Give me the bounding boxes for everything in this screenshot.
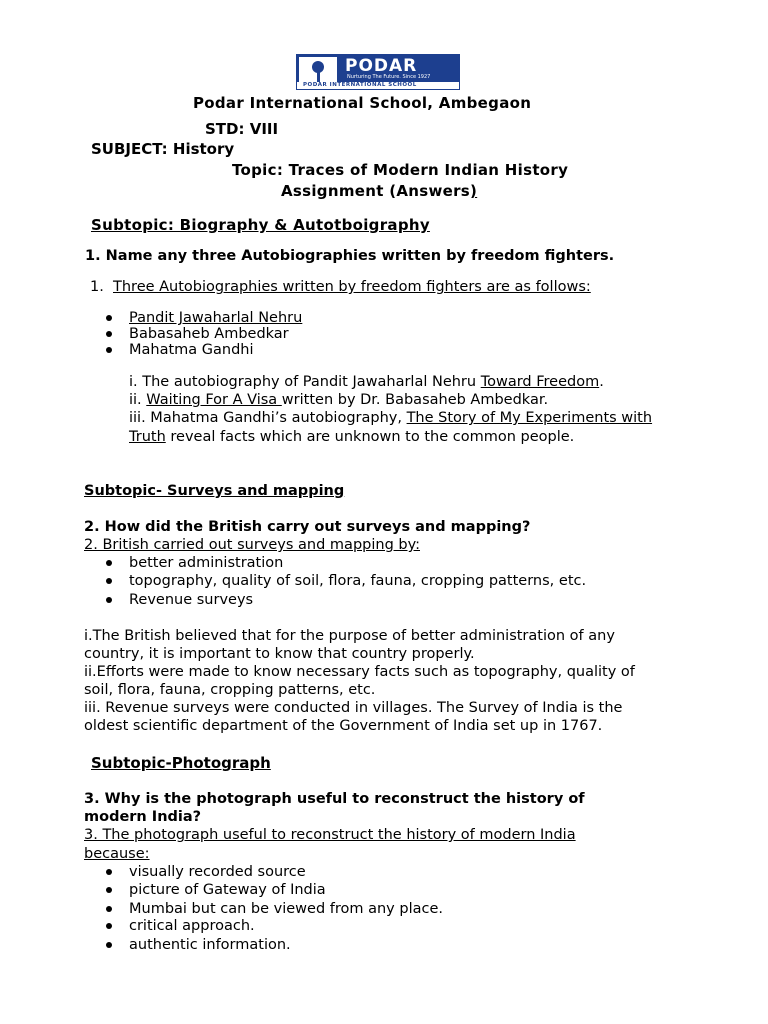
detail-line-1: i. The autobiography of Pandit Jawaharlal Nehru Toward Freedom.	[129, 374, 604, 390]
bullet-icon	[106, 906, 112, 912]
logo-tagline: Nurturing The Future. Since 1927	[347, 74, 431, 80]
answer-1-intro: Three Autobiographies written by freedom fighters are as follows:	[113, 279, 591, 295]
answer-3-line-2: because:	[84, 846, 150, 862]
paragraph-line: country, it is important to know that country properly.	[84, 646, 475, 662]
bullet-icon	[106, 887, 112, 893]
subtopic-photograph: Subtopic-Photograph	[91, 754, 271, 772]
paragraph-line: soil, flora, fauna, cropping patterns, etc.	[84, 682, 376, 698]
bullet-icon	[106, 923, 112, 929]
paragraph-line: ii.Efforts were made to know necessary facts such as topography, quality of	[84, 664, 635, 680]
subject-label: SUBJECT: History	[91, 140, 235, 158]
question-3-line-1: 3. Why is the photograph useful to reconstruct the history of	[84, 791, 585, 807]
list-item: Revenue surveys	[129, 592, 254, 608]
list-item: Babasaheb Ambedkar	[129, 326, 289, 342]
list-item: critical approach.	[129, 918, 255, 934]
subtopic-surveys: Subtopic- Surveys and mapping	[84, 483, 345, 499]
answer-3-line-1: 3. The photograph useful to reconstruct the history of modern India	[84, 827, 576, 843]
list-item: Mahatma Gandhi	[129, 342, 254, 358]
bullet-icon	[106, 597, 112, 603]
school-name: Podar International School, Ambegaon	[193, 94, 532, 112]
paragraph-line: iii. Revenue surveys were conducted in villages. The Survey of India is the	[84, 700, 623, 716]
detail-line-3: iii. Mahatma Gandhi’s autobiography, The Story of My Experiments with	[129, 410, 653, 426]
paragraph-line: i.The British believed that for the purpose of better administration of any	[84, 628, 615, 644]
answer-2-intro: 2. British carried out surveys and mapping by:	[84, 537, 420, 553]
bullet-icon	[106, 578, 112, 584]
question-2: 2. How did the British carry out surveys and mapping?	[84, 519, 531, 535]
logo-name: PODAR	[345, 56, 418, 76]
list-item: picture of Gateway of India	[129, 882, 326, 898]
bullet-icon	[106, 560, 112, 566]
bullet-icon	[106, 347, 112, 353]
answer-1-number: 1.	[90, 279, 104, 295]
topic-label: Topic: Traces of Modern Indian History	[232, 161, 569, 179]
detail-line-4: Truth reveal facts which are unknown to the common people.	[129, 429, 575, 445]
podar-logo	[296, 54, 460, 90]
std-label: STD: VIII	[205, 120, 279, 138]
list-item: better administration	[129, 555, 284, 571]
subtopic-biography: Subtopic: Biography & Autotboigraphy	[91, 216, 430, 234]
detail-line-2: ii. Waiting For A Visa written by Dr. Babasaheb Ambedkar.	[129, 392, 549, 408]
list-item: Pandit Jawaharlal Nehru	[129, 310, 303, 326]
bullet-icon	[106, 315, 112, 321]
bullet-icon	[106, 869, 112, 875]
list-item: topography, quality of soil, flora, fauna, cropping patterns, etc.	[129, 573, 587, 589]
question-1: 1. Name any three Autobiographies written by freedom fighters.	[85, 248, 615, 264]
paragraph-line: oldest scientific department of the Government of India set up in 1767.	[84, 718, 603, 734]
list-item: Mumbai but can be viewed from any place.	[129, 901, 443, 917]
logo-school-name: PODAR INTERNATIONAL SCHOOL	[303, 82, 417, 88]
question-3-line-2: modern India?	[84, 809, 202, 825]
bullet-icon	[106, 331, 112, 337]
assignment-title: Assignment (Answers)	[281, 182, 478, 200]
bullet-icon	[106, 942, 112, 948]
list-item: authentic information.	[129, 937, 291, 953]
list-item: visually recorded source	[129, 864, 306, 880]
